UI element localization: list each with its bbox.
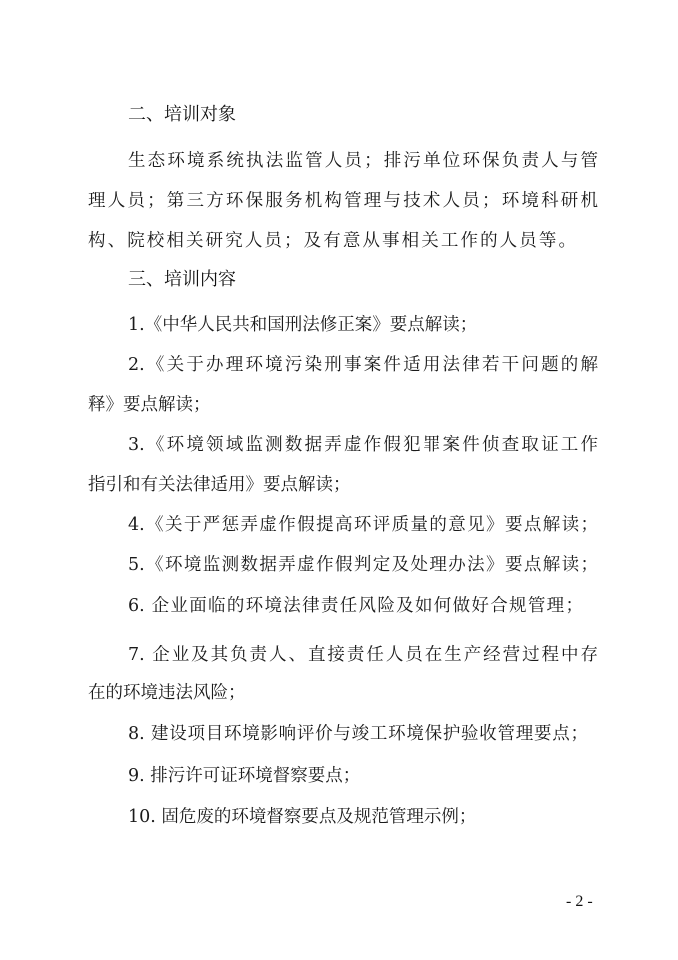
content-item-7-line-2: 在的环境违法风险； [88,683,246,703]
content-item-6: 6. 企业面临的环境法律责任风险及如何做好合规管理； [128,596,583,616]
content-item-10: 10. 固危废的环境督察要点及规范管理示例； [128,807,477,827]
content-item-3-line-2: 指引和有关法律适用》要点解读； [88,475,351,495]
section-heading-content: 三、培训内容 [128,269,236,290]
content-item-5: 5.《环境监测数据弄虚作假判定及处理办法》要点解读； [128,555,598,575]
content-item-7-line-1: 7. 企业及其负责人、直接责任人员在生产经营过程中存 [128,645,598,665]
content-item-2-line-2: 释》要点解读； [88,395,211,415]
content-item-9: 9. 排污许可证环境督察要点； [128,766,361,786]
targets-line-1: 生态环境系统执法监管人员；排污单位环保负责人与管 [128,151,598,171]
content-item-2-line-1: 2.《关于办理环境污染刑事案件适用法律若干问题的解 [128,355,598,375]
targets-line-2: 理人员；第三方环保服务机构管理与技术人员；环境科研机 [88,191,598,211]
section-heading-targets: 二、培训对象 [128,104,236,125]
content-item-8: 8. 建设项目环境影响评价与竣工环境保护验收管理要点； [128,724,588,744]
content-item-3-line-1: 3.《环境领域监测数据弄虚作假犯罪案件侦查取证工作 [128,435,598,455]
content-item-4: 4.《关于严惩弄虚作假提高环评质量的意见》要点解读； [128,515,598,535]
page-number: - 2 - [566,893,593,910]
content-item-1: 1.《中华人民共和国刑法修正案》要点解读； [128,315,478,335]
targets-line-3: 构、院校相关研究人员；及有意从事相关工作的人员等。 [88,231,576,251]
